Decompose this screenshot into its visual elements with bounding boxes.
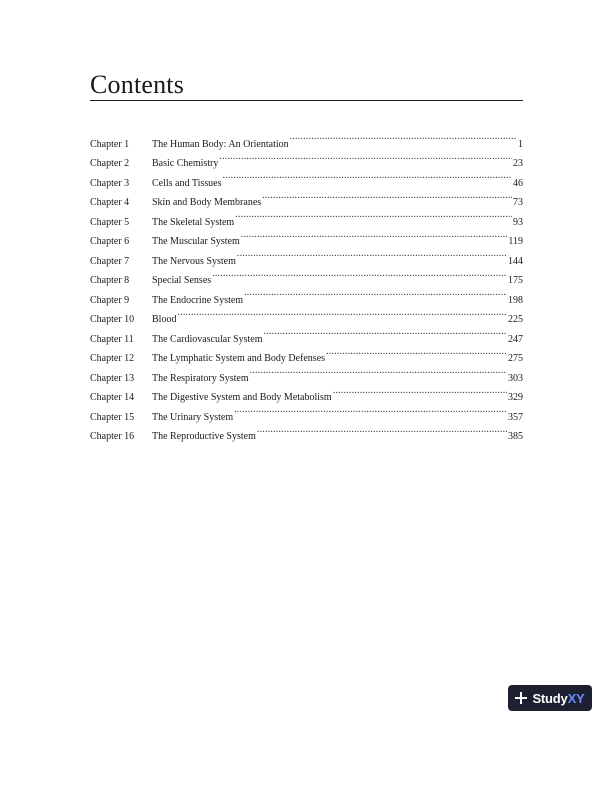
toc-page-number: 175: [508, 275, 523, 286]
studyxy-badge: [508, 685, 592, 711]
toc-chapter-number: Chapter 12: [90, 353, 135, 364]
toc-dot-leader: [290, 127, 517, 147]
toc-dot-leader: [237, 244, 507, 264]
toc-chapter-title: Special Senses: [152, 275, 212, 286]
toc-chapter-number: Chapter 11: [90, 333, 134, 345]
toc-chapter-number: Chapter 15: [90, 411, 135, 423]
toc-dot-leader: [262, 186, 512, 206]
toc-chapter-title: The Human Body: An Orientation: [152, 138, 289, 150]
toc-chapter-number: Chapter 1: [90, 138, 130, 150]
table-of-contents: [90, 127, 523, 442]
toc-chapter-title: The Nervous System: [152, 255, 236, 267]
badge-wordmark: [532, 691, 584, 706]
toc-row-chapter-1[interactable]: [90, 127, 523, 150]
toc-dot-leader: [326, 342, 507, 362]
toc-page-number: 303: [508, 372, 523, 384]
toc-chapter-title: The Urinary System: [152, 411, 234, 423]
toc-dot-leader: [241, 225, 508, 245]
badge-text-primary: Study: [532, 690, 568, 706]
toc-dot-leader: [235, 205, 512, 225]
toc-dot-leader: [219, 147, 512, 167]
toc-dot-leader: [222, 166, 512, 186]
title-divider: [90, 100, 523, 101]
toc-page-number: 46: [513, 177, 523, 189]
toc-page-number: 73: [513, 197, 523, 208]
toc-chapter-number: Chapter 10: [90, 314, 135, 325]
toc-chapter-number: Chapter 13: [90, 372, 135, 384]
toc-page-number: 247: [508, 333, 523, 345]
toc-chapter-number: Chapter 4: [90, 197, 130, 208]
toc-chapter-number: Chapter 14: [90, 392, 135, 403]
toc-chapter-title: The Digestive System and Body Metabolism: [152, 392, 332, 403]
toc-dot-leader: [257, 420, 507, 440]
toc-chapter-title: The Lymphatic System and Body Defenses: [152, 353, 326, 364]
toc-chapter-number: Chapter 5: [90, 216, 130, 228]
toc-dot-leader: [264, 322, 507, 342]
toc-dot-leader: [234, 400, 507, 420]
toc-page-number: 275: [508, 353, 523, 364]
toc-chapter-title: The Muscular System: [152, 236, 240, 247]
toc-chapter-number: Chapter 8: [90, 275, 130, 286]
toc-chapter-number: Chapter 2: [90, 158, 130, 169]
toc-chapter-number: Chapter 3: [90, 177, 130, 189]
toc-chapter-title: Basic Chemistry: [152, 158, 219, 169]
toc-page-number: 329: [508, 392, 523, 403]
toc-dot-leader: [244, 283, 507, 303]
toc-chapter-title: Skin and Body Membranes: [152, 197, 262, 208]
toc-chapter-title: The Endocrine System: [152, 294, 244, 306]
plus-icon: [515, 692, 527, 704]
toc-chapter-title: The Respiratory System: [152, 372, 249, 384]
toc-dot-leader: [333, 381, 507, 401]
toc-page-number: 385: [508, 431, 523, 442]
page-title: Contents: [90, 70, 185, 99]
toc-chapter-title: The Reproductive System: [152, 431, 256, 442]
toc-page-number: 225: [508, 314, 523, 325]
toc-chapter-title: Blood: [152, 314, 177, 325]
toc-dot-leader: [177, 303, 507, 323]
toc-chapter-title: The Cardiovascular System: [152, 333, 263, 345]
toc-chapter-number: Chapter 6: [90, 236, 130, 247]
toc-chapter-number: Chapter 16: [90, 431, 135, 442]
toc-page-number: 144: [508, 255, 523, 267]
toc-page-number: 119: [508, 236, 523, 247]
toc-page-number: 93: [513, 216, 523, 228]
badge-text-accent: XY: [567, 690, 585, 706]
toc-chapter-number: Chapter 9: [90, 294, 130, 306]
toc-page-number: 23: [513, 158, 523, 169]
toc-chapter-title: The Skeletal System: [152, 216, 235, 228]
toc-chapter-number: Chapter 7: [90, 255, 130, 267]
toc-dot-leader: [250, 361, 507, 381]
toc-chapter-title: Cells and Tissues: [152, 177, 222, 189]
toc-dot-leader: [212, 264, 507, 284]
toc-page-number: 198: [508, 294, 523, 306]
toc-page-number: 357: [508, 411, 523, 423]
toc-page-number: 1: [518, 138, 523, 150]
